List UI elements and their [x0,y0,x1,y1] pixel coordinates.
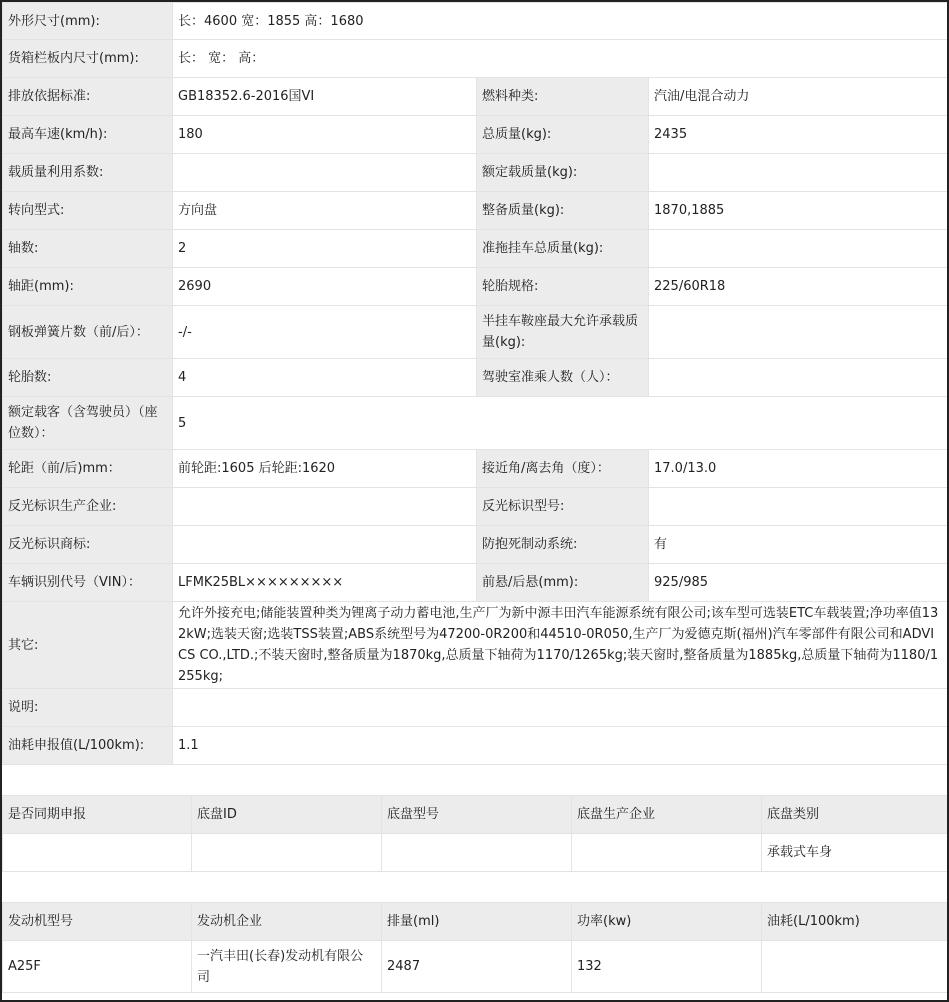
spec-label: 反光标识商标: [3,526,173,564]
engine-cell: 一汽丰田(长春)发动机有限公司 [192,941,382,993]
engine-cell: A25F [3,941,192,993]
spec-value: 2435 [649,116,948,154]
spec-row [3,78,948,116]
spec-row [3,689,948,727]
spec-value: -/- [173,306,477,359]
spec-value: 长： 宽： 高： [173,40,948,78]
engine-header: 排量(ml) [382,903,572,941]
spec-value: LFMK25BL××××××××× [173,564,477,602]
spec-row [3,564,948,602]
spec-label: 额定载客（含驾驶员）（座位数）： [3,397,173,450]
spec-label: 车辆识别代号（VIN）： [3,564,173,602]
spec-label: 准拖挂车总质量(kg): [477,230,649,268]
engine-header: 功率(kw) [572,903,762,941]
spec-row [3,154,948,192]
spec-table [2,2,948,765]
spec-label: 货箱栏板内尺寸(mm): [3,40,173,78]
spec-value: 前轮距:1605 后轮距:1620 [173,450,477,488]
spec-row [3,526,948,564]
chassis-row [3,834,948,872]
spec-label: 额定载质量(kg): [477,154,649,192]
spec-value: 925/985 [649,564,948,602]
spec-row [3,3,948,40]
spec-value: 2690 [173,268,477,306]
spec-label: 轮胎数: [3,359,173,397]
spec-label: 总质量(kg): [477,116,649,154]
spec-row [3,450,948,488]
spec-label: 轴距(mm): [3,268,173,306]
spec-label: 外形尺寸(mm): [3,3,173,40]
spec-label: 半挂车鞍座最大允许承载质量(kg): [477,306,649,359]
spec-label: 钢板弹簧片数（前/后）： [3,306,173,359]
engine-cell: 2487 [382,941,572,993]
engine-header: 发动机型号 [3,903,192,941]
spec-row [3,268,948,306]
spec-label: 轮距（前/后)mm： [3,450,173,488]
spec-label: 防抱死制动系统: [477,526,649,564]
engine-row [3,941,948,993]
spec-label: 说明: [3,689,173,727]
engine-cell [762,941,948,993]
chassis-header: 底盘生产企业 [572,796,762,834]
spec-value: 1.1 [173,727,948,765]
chassis-cell [3,834,192,872]
chassis-table [2,795,948,872]
spec-value: 225/60R18 [649,268,948,306]
spec-row [3,40,948,78]
spec-value: 4 [173,359,477,397]
chassis-cell [382,834,572,872]
spec-row [3,359,948,397]
spec-row [3,397,948,450]
engine-header: 油耗(L/100km) [762,903,948,941]
spec-value: 长：4600 宽：1855 高：1680 [173,3,948,40]
spec-value: 180 [173,116,477,154]
spec-row [3,488,948,526]
spec-label: 轮胎规格: [477,268,649,306]
engine-header: 发动机企业 [192,903,382,941]
spec-label: 反光标识生产企业: [3,488,173,526]
spec-row [3,192,948,230]
spec-row [3,602,948,689]
spec-row [3,727,948,765]
spec-value [173,488,477,526]
spec-value: 允许外接充电;储能装置种类为锂离子动力蓄电池,生产厂为新中源丰田汽车能源系统有限公司;该车型可选装ETC车载装置;净功率值132kW;选装天窗;选装TSS装置;ABS系统型号为47200-0R200和44510-0R050,生产厂为爱德克斯(福州)汽车零部件有限公司和ADVICS CO.,LTD.;不装天窗时,整备质量为1870kg,总质量下轴荷为1170/1265kg;装天窗时,整备质量为1885kg,总质量下轴荷为1180/1255kg; [173,602,948,689]
section-gap [2,872,947,902]
spec-value: 17.0/13.0 [649,450,948,488]
spec-label: 其它: [3,602,173,689]
spec-row [3,306,948,359]
chassis-cell: 承载式车身 [762,834,948,872]
spec-value: 方向盘 [173,192,477,230]
section-gap [2,765,947,795]
spec-label: 载质量利用系数: [3,154,173,192]
spec-value [649,359,948,397]
spec-value [173,154,477,192]
spec-row [3,116,948,154]
engine-cell: 132 [572,941,762,993]
spec-label: 整备质量(kg): [477,192,649,230]
chassis-header: 底盘ID [192,796,382,834]
spec-label: 前悬/后悬(mm): [477,564,649,602]
spec-label: 驾驶室准乘人数（人）： [477,359,649,397]
spec-label: 转向型式: [3,192,173,230]
spec-label: 排放依据标准: [3,78,173,116]
spec-value [649,306,948,359]
spec-value: 5 [173,397,948,450]
spec-label: 轴数: [3,230,173,268]
spec-label: 油耗申报值(L/100km): [3,727,173,765]
chassis-header: 是否同期申报 [3,796,192,834]
engine-header-row [3,903,948,941]
spec-value: 有 [649,526,948,564]
chassis-header: 底盘型号 [382,796,572,834]
engine-table [2,902,948,993]
spec-value: 汽油/电混合动力 [649,78,948,116]
spec-label: 反光标识型号: [477,488,649,526]
spec-value: 1870,1885 [649,192,948,230]
spec-value [173,689,948,727]
spec-value: 2 [173,230,477,268]
spec-label: 接近角/离去角（度）： [477,450,649,488]
spec-row [3,230,948,268]
chassis-cell [572,834,762,872]
spec-value [649,230,948,268]
spec-value [649,488,948,526]
chassis-cell [192,834,382,872]
chassis-header: 底盘类别 [762,796,948,834]
chassis-header-row [3,796,948,834]
spec-value: GB18352.6-2016国VI [173,78,477,116]
spec-label: 最高车速(km/h): [3,116,173,154]
spec-label: 燃料种类: [477,78,649,116]
spec-value [173,526,477,564]
spec-value [649,154,948,192]
